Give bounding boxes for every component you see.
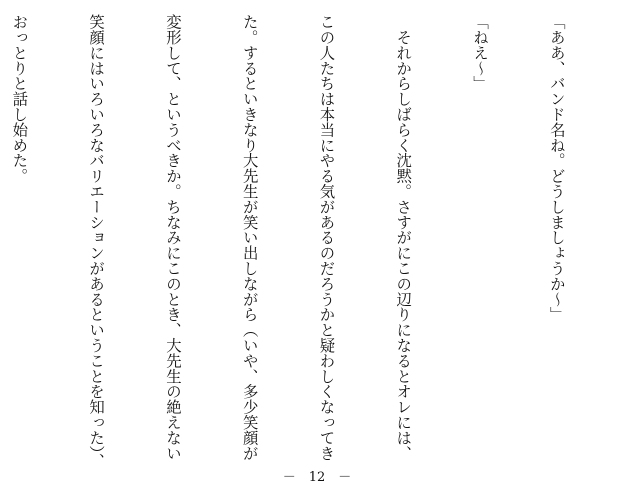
text-column: この人たちは本当にやる気があるのだろうかと疑わしくなってき [317,14,336,461]
text-column: 「ああ、バンド名ね。どうしましょうか〜」 [547,14,566,322]
vertical-text-body [0,14,620,469]
text-column: 「ねえ〜」 [471,14,490,91]
text-column: 変形して、というべきか。ちなみにこのとき、大先生の絶えない [163,14,182,461]
text-column: それからしばらく沈黙。さすがにこの辺りになるとオレには、 [394,14,413,461]
page-number: － 12 － [282,470,352,485]
text-column: 笑顔にはいろいろなバリエーションがあるということを知った）、 [87,14,106,469]
text-column: おっとりと話し始めた。 [10,14,29,184]
text-column: た。するといきなり大先生が笑い出しながら（いや、多少笑顔が [240,14,259,461]
